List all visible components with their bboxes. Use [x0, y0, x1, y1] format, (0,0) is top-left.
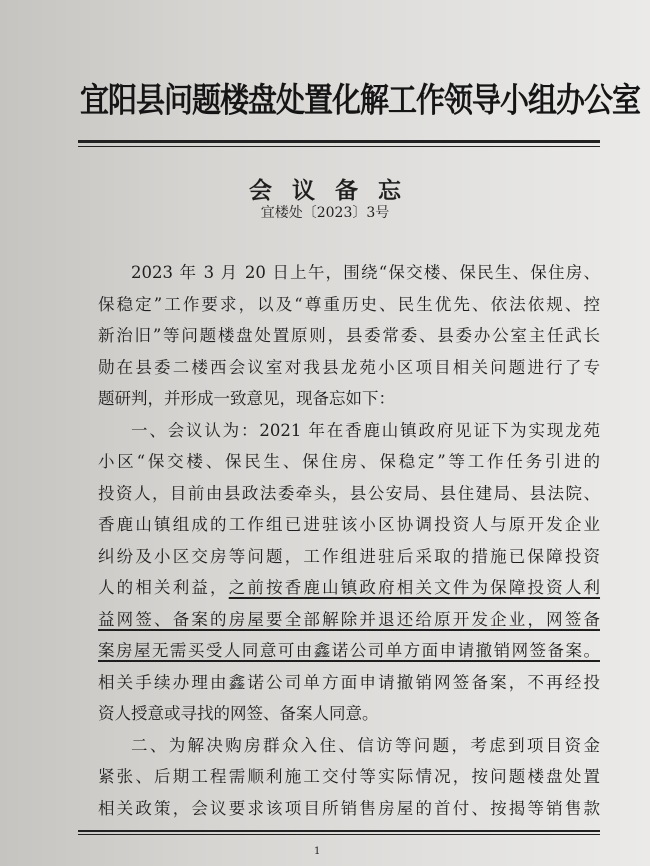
text-segment: 香鹿山镇组成的工作组已进驻该小区协调投资人与原开发企业 [98, 515, 600, 534]
footer-rule-thin [78, 834, 600, 835]
text-segment: 二、为解决购房群众入住、信访等问题，考虑到项目资金 [131, 735, 600, 755]
text-line [98, 798, 600, 820]
header-rule-thin [78, 146, 600, 147]
text-line [98, 514, 600, 536]
text-segment: 相关政策，会议要求该项目所销售房屋的首付、按揭等销售款 [98, 798, 600, 818]
text-segment: 紧张、后期工程需顺利施工交付等实际情况，按问题楼盘处置 [98, 767, 600, 786]
text-segment: 题研判，并形成一致意见，现备忘如下： [98, 389, 395, 408]
text-segment: 纠纷及小区交房等问题，工作组进驻后采取的措施已保障投资 [98, 546, 600, 566]
header-rule-thick [78, 140, 600, 143]
text-segment: 人的相关利益， [98, 578, 229, 597]
underlined-text: 之前按香鹿山镇政府相关文件为保障投资人利 [228, 578, 601, 597]
text-line [98, 546, 600, 568]
underlined-text: 案房屋无需买受人同意可由鑫诺公司单方面申请撤销网签备案。 [98, 641, 600, 660]
text-line [98, 451, 600, 473]
text-line [98, 672, 600, 694]
text-line [98, 357, 600, 379]
document-type-heading: 会议备忘 [249, 177, 421, 204]
text-line [131, 262, 600, 284]
document-number: 宜楼处〔2023〕3号 [260, 205, 390, 221]
text-line [98, 483, 600, 505]
text-segment: 小区“保交楼、保民生、保住房、保稳定”等工作任务引进的 [98, 452, 600, 471]
text-line [98, 294, 600, 316]
text-line [98, 609, 600, 631]
text-segment: 投资人，目前由县政法委牵头，县公安局、县住建局、县法院、 [98, 483, 600, 503]
text-line [131, 735, 600, 757]
text-segment: 勋在县委二楼西会议室对我县龙苑小区项目相关问题进行了专 [98, 357, 600, 377]
page-number: 1 [314, 846, 321, 857]
text-segment: 2023 年 3 月 20 日上午，围绕“保交楼、保民生、保住房、 [131, 263, 600, 282]
text-line [98, 388, 600, 410]
text-line [98, 640, 600, 662]
text-line [131, 420, 600, 442]
text-segment: 相关手续办理由鑫诺公司单方面申请撤销网签备案，不再经投 [98, 672, 600, 692]
organization-title: 宜阳县问题楼盘处置化解工作领导小组办公室 [80, 80, 641, 120]
text-segment: 一、会议认为：2021 年在香鹿山镇政府见证下为实现龙苑 [131, 420, 600, 440]
text-segment: 新治旧”等问题楼盘处置原则，县委常委、县委办公室主任武长 [98, 326, 600, 345]
text-line [98, 325, 600, 347]
text-line [98, 766, 600, 788]
text-segment: 资人授意或寻找的网签、备案人同意。 [98, 704, 379, 723]
text-line [98, 577, 600, 599]
footer-rule-thick [78, 830, 600, 832]
text-segment: 保稳定”工作要求，以及“尊重历史、民生优先、依法依规、控 [98, 294, 600, 314]
underlined-text: 益网签、备案的房屋要全部解除并退还给原开发企业，网签备 [98, 609, 600, 629]
text-line [98, 703, 600, 725]
